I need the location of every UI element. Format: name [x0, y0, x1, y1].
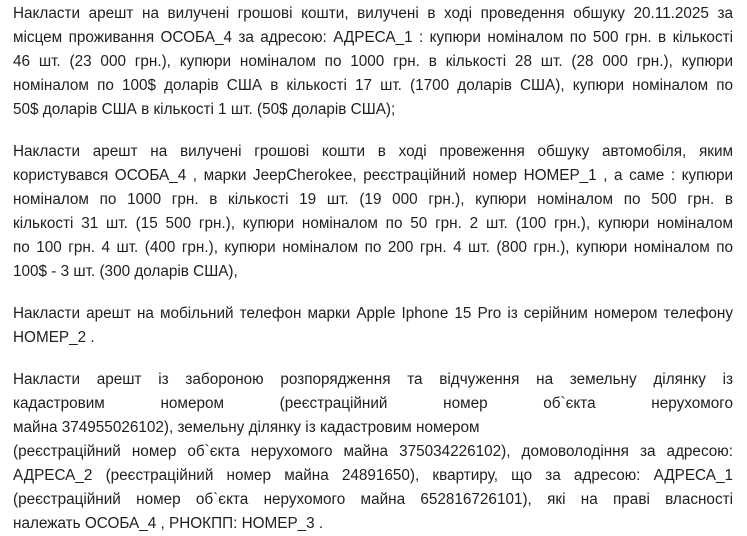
text-line: Накласти арешт на вилучені грошові кошти в ході провеження обшуку автомобіля, яким [13, 143, 733, 160]
text-line: Накласти арешт із забороною розпорядження та відчуження на земельну ділянку із [13, 371, 733, 388]
paragraph-arrest-real-estate [13, 368, 733, 536]
text-line: місцем проживання ОСОБА_4 за адресою: АДРЕСА_1 : купюри номіналом по 500 грн. в кількості [13, 29, 733, 46]
text-line: номіналом по 1000 грн. в кількості 19 шт. (19 000 грн.), купюри номіналом по 500 грн. в [13, 191, 733, 208]
text-line: Накласти арешт на мобільний телефон марки Apple Iphone 15 Pro із серійним номером телефону [13, 305, 733, 322]
text-line: майна 374955026102), земельну ділянку із кадастровим номером [13, 419, 480, 436]
text-line: належать ОСОБА_4 , РНОКПП: НОМЕР_3 . [13, 515, 324, 532]
text-line: кількості 31 шт. (15 500 грн.), купюри номіналом по 50 грн. 2 шт. (100 грн.), купюри номіналом [13, 215, 733, 232]
text-line: АДРЕСА_2 (реєстраційний номер майна 24891650), квартиру, що за адресою: АДРЕСА_1 [13, 467, 733, 484]
paragraph-arrest-phone [13, 302, 733, 350]
text-line: кадастровим номером (реєстраційний номер об`єкта нерухомого [13, 395, 733, 412]
text-line: 100$ - 3 шт. (300 доларів США), [13, 263, 238, 280]
text-line: 50$ доларів США в кількості 1 шт. (50$ доларів США); [13, 101, 396, 118]
text-line: номіналом по 100$ доларів США в кількості 17 шт. (1700 доларів США), купюри номіналом по [13, 77, 733, 94]
text-line: по 100 грн. 4 шт. (400 грн.), купюри номіналом по 200 грн. 4 шт. (800 грн.), купюри номіналом по [13, 239, 733, 256]
paragraph-arrest-cash-residence [13, 2, 733, 122]
text-line: користувався ОСОБА_4 , марки JeepCherokee, реєстраційний номер НОМЕР_1 , а саме : купюри [13, 167, 733, 184]
text-line: НОМЕР_2 . [13, 329, 95, 346]
text-line: (реєстраційний номер об`єкта нерухомого майна 375034226102), домоволодіння за адресою: [13, 443, 733, 460]
text-line: 46 шт. (23 000 грн.), купюри номіналом по 1000 грн. в кількості 28 шт. (28 000 грн.), купюри [13, 53, 733, 70]
paragraph-arrest-cash-vehicle [13, 140, 733, 284]
text-line: (реєстраційний номер об`єкта нерухомого майна 652816726101), які на праві власності [13, 491, 733, 508]
text-line: Накласти арешт на вилучені грошові кошти, вилучені в ході проведення обшуку 20.11.2025 за [13, 5, 733, 22]
